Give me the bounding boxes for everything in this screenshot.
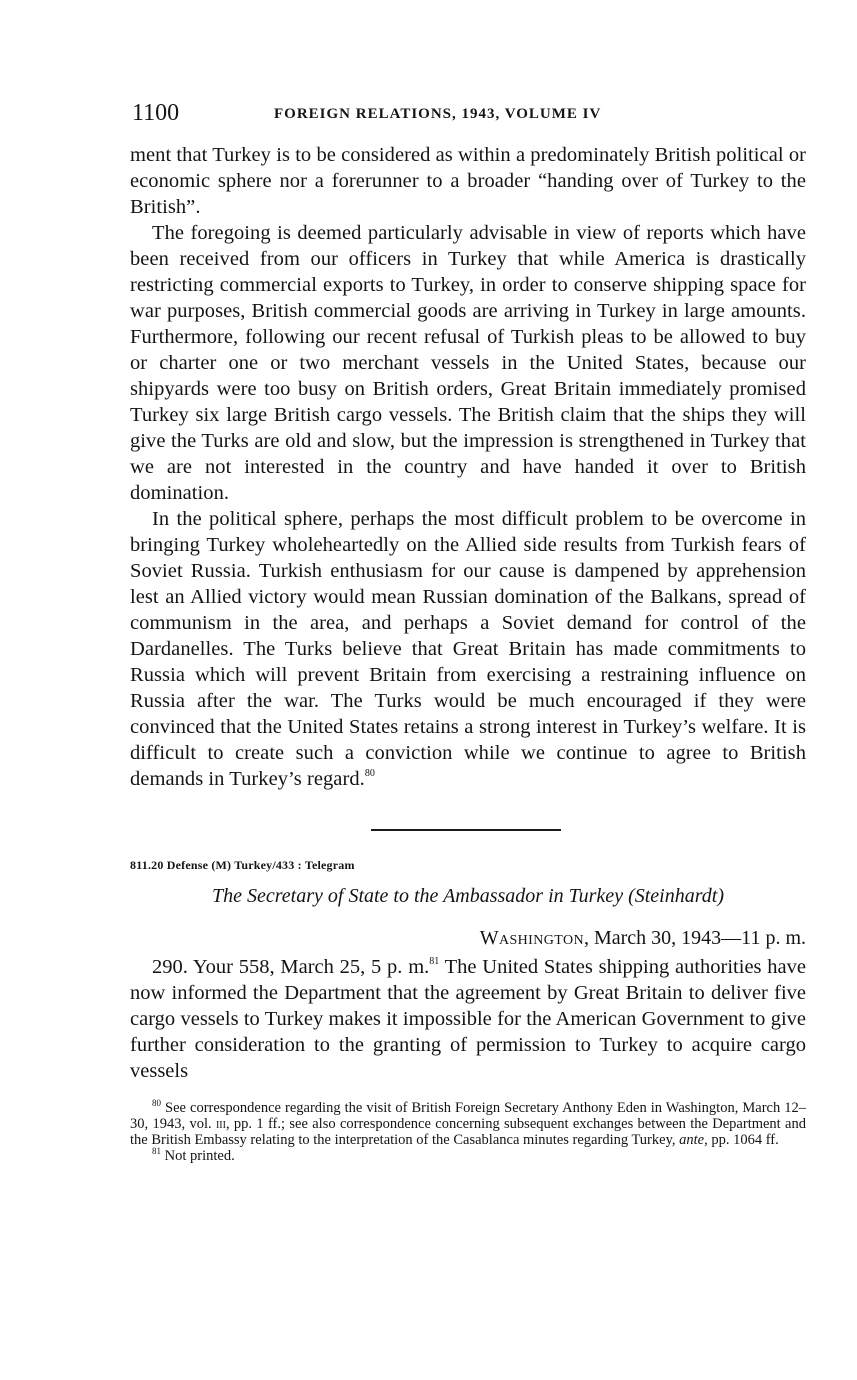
main-text (130, 142, 806, 792)
body-paragraph-3-text: In the political sphere, perhaps the most difficult problem to be overcome in bringing Turkey wholeheartedly on the Allied side results from Turkish fears of Soviet Russia. Turkish enthusiasm for our cause is dampened by apprehension lest an Allied victory would mean Russian domination of the Balkans, spread of communism in the area, and perhaps a Soviet demand for control of the Dardanelles. The Turks believe that Great Britain has made commitments to Russia which will prevent Britain from exercising a restraining influence on Russia after the war. The Turks would be much encouraged if they were convinced that the United States retains a strong interest in Turkey’s welfare. It is difficult to create such a conviction while we continue to agree to British demands in Turkey’s regard. (130, 508, 806, 790)
running-head-title: FOREIGN RELATIONS, 1943, VOLUME IV (274, 106, 602, 122)
footnote-80-volume: iii (215, 1116, 226, 1132)
telegram-paragraph (130, 954, 806, 1084)
document-title: The Secretary of State to the Ambassador in Turkey (Steinhardt) (212, 885, 724, 907)
file-reference: 811.20 Defense (M) Turkey/433 : Telegram (130, 858, 355, 872)
footnote-80-text-3: , pp. 1064 ff. (704, 1132, 779, 1148)
footnote-80-ante: ante (679, 1132, 705, 1148)
running-head (130, 96, 806, 132)
dateline-place: Washington (479, 927, 584, 949)
continued-paragraph: ment that Turkey is to be considered as within a predominately British political or economic sphere nor a forerunner to a broader “handing over of Turkey to the British”. (130, 144, 806, 218)
dateline-date-time: , March 30, 1943—11 p. m. (583, 927, 806, 949)
body-paragraph-3 (130, 506, 806, 792)
dateline (130, 925, 806, 951)
footnote-81-marker: 81 (152, 1146, 161, 1156)
telegram-text-before-marker: 290. Your 558, March 25, 5 p. m. (152, 956, 430, 978)
body-paragraph-2: The foregoing is deemed particularly advisable in view of reports which have been received from our officers in Turkey that while America is drastically restricting commercial exports to Turkey, in order to conserve shipping space for war purposes, British commercial goods are arriving in Turkey in large amounts. Furthermore, following our recent refusal of Turkish pleas to be allowed to buy or charter one or two merchant vessels in the United States, because our shipyards were too busy on British orders, Great Britain immediately promised Turkey six large British cargo vessels. The British claim that the ships they will give the Turks are old and slow, but the impression is strengthened in Turkey that we are not interested in the country and have handed it over to British domination. (130, 222, 806, 504)
footnote-80 (130, 1100, 806, 1148)
footnote-80-text-2: , pp. 1 ff.; see also correspondence concerning subsequent exchanges between the Department and the British Embassy relating to the interpretation of the Casablanca minutes regarding Turkey, (130, 1116, 806, 1148)
footnote-80-text-1: See correspondence regarding the visit of British Foreign Secretary Anthony Eden in Washington, March 12–30, 1943, vol. (130, 1100, 806, 1132)
section-divider (371, 829, 561, 831)
footnote-marker-80: 80 (364, 768, 375, 779)
footnote-81 (130, 1148, 806, 1164)
telegram-body (130, 954, 806, 1084)
page-number: 1100 (132, 100, 180, 126)
footnote-80-marker: 80 (152, 1098, 161, 1108)
footnote-marker-81: 81 (429, 956, 440, 967)
telegram-text-after-marker: The United States shipping authorities have now informed the Department that the agreement by Great Britain to deliver five cargo vessels to Turkey makes it impossible for the American Government to give further consideration to the granting of permission to Turkey to acquire cargo vessels (130, 956, 806, 1082)
document-page (130, 96, 806, 1164)
footnotes (130, 1100, 806, 1164)
footnote-81-text: Not printed. (161, 1148, 235, 1164)
telegram-document (130, 857, 806, 1084)
